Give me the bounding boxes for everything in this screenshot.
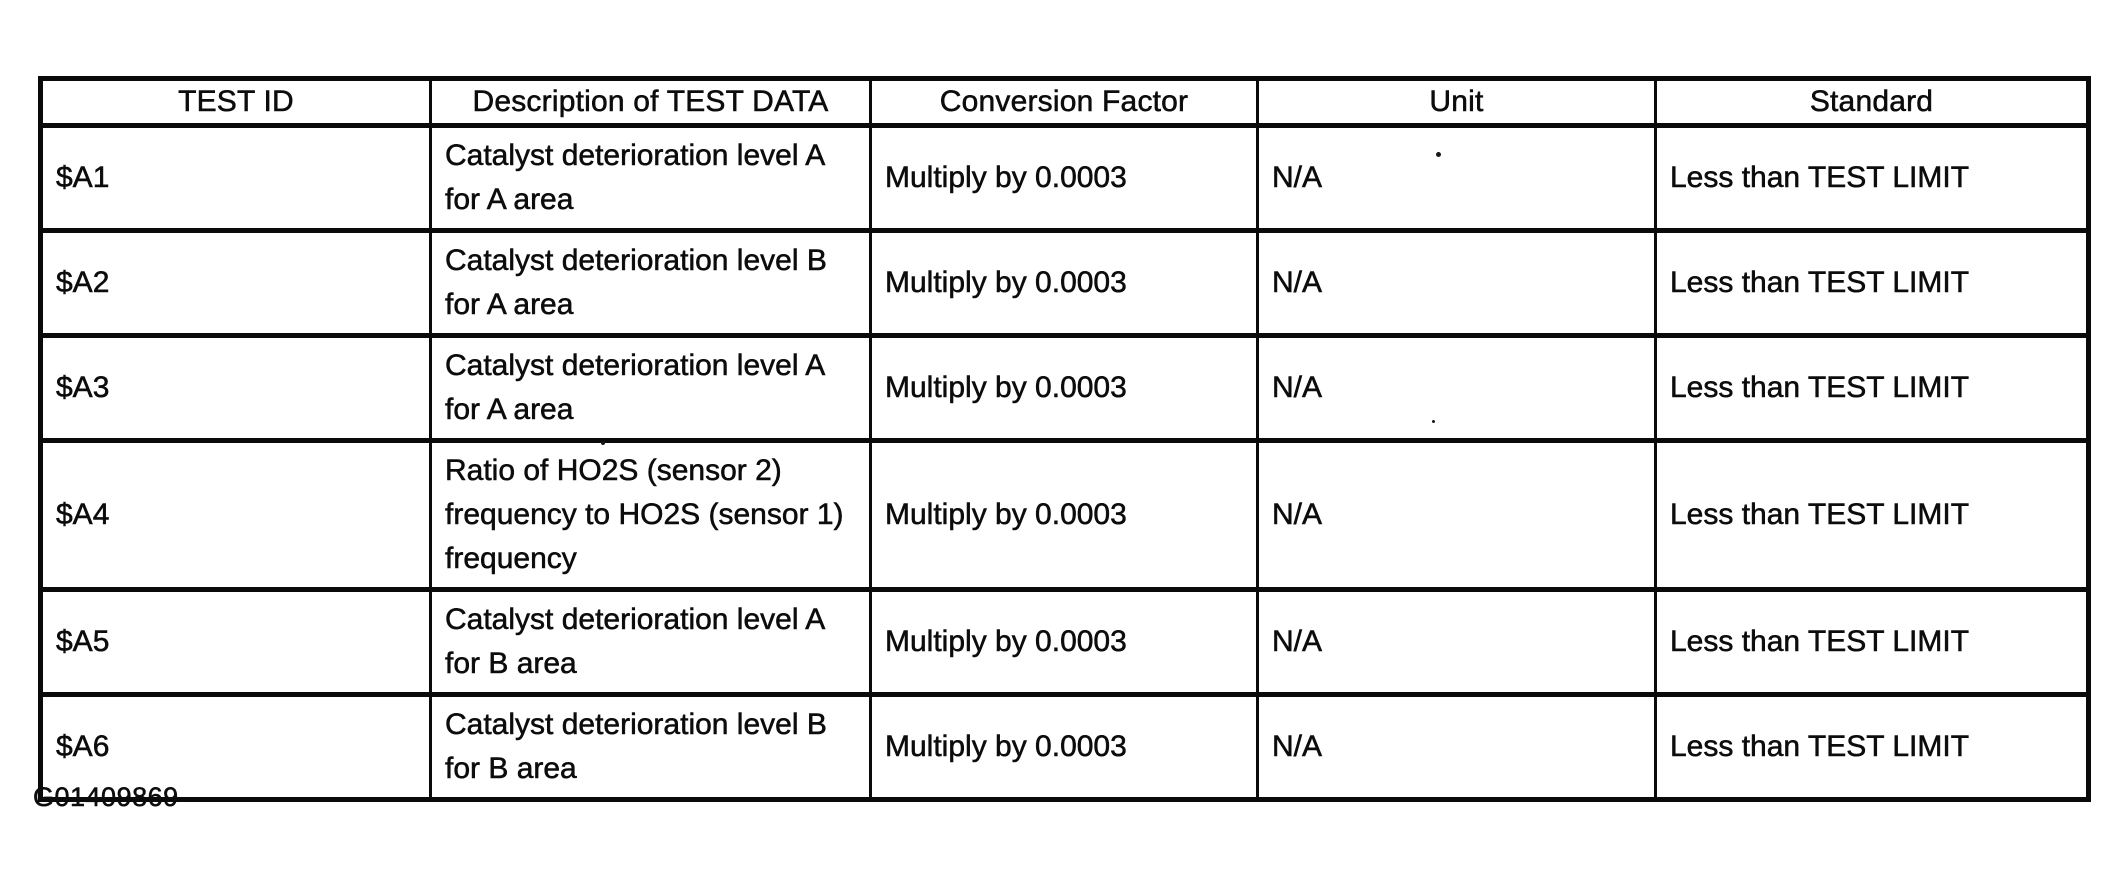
test-id-cell: $A4	[41, 441, 431, 590]
description-cell: Catalyst deterioration level B for B area	[431, 695, 871, 800]
unit-cell: N/A	[1258, 336, 1656, 441]
description-cell: Catalyst deterioration level A for A area	[431, 336, 871, 441]
unit-cell: N/A	[1258, 695, 1656, 800]
unit-cell: N/A	[1258, 126, 1656, 231]
table-row	[41, 336, 2089, 441]
description-cell: Catalyst deterioration level B for A area	[431, 231, 871, 336]
column-header-description: Description of TEST DATA	[431, 79, 871, 126]
table-row	[41, 231, 2089, 336]
column-header-conversion-factor: Conversion Factor	[871, 79, 1258, 126]
unit-cell: N/A	[1258, 590, 1656, 695]
test-id-cell: $A3	[41, 336, 431, 441]
table-header-row	[41, 79, 2089, 126]
standard-cell: Less than TEST LIMIT	[1656, 126, 2089, 231]
conversion-factor-cell: Multiply by 0.0003	[871, 336, 1258, 441]
standard-cell: Less than TEST LIMIT	[1656, 695, 2089, 800]
standard-cell: Less than TEST LIMIT	[1656, 231, 2089, 336]
unit-cell: N/A	[1258, 231, 1656, 336]
conversion-factor-cell: Multiply by 0.0003	[871, 126, 1258, 231]
table-row	[41, 695, 2089, 800]
table-row	[41, 441, 2089, 590]
standard-cell: Less than TEST LIMIT	[1656, 336, 2089, 441]
conversion-factor-cell: Multiply by 0.0003	[871, 590, 1258, 695]
table-row	[41, 126, 2089, 231]
scan-speck	[1436, 152, 1441, 157]
description-cell: Ratio of HO2S (sensor 2) frequency to HO2S (sensor 1) frequency	[431, 441, 871, 590]
conversion-factor-cell: Multiply by 0.0003	[871, 441, 1258, 590]
unit-cell: N/A	[1258, 441, 1656, 590]
test-id-cell: $A5	[41, 590, 431, 695]
table-row	[41, 590, 2089, 695]
standard-cell: Less than TEST LIMIT	[1656, 441, 2089, 590]
test-id-cell: $A2	[41, 231, 431, 336]
scan-speck	[601, 441, 605, 445]
test-id-cell: $A6	[41, 695, 431, 800]
test-data-reference-table	[38, 76, 2091, 802]
conversion-factor-cell: Multiply by 0.0003	[871, 695, 1258, 800]
standard-cell: Less than TEST LIMIT	[1656, 590, 2089, 695]
description-cell: Catalyst deterioration level A for A area	[431, 126, 871, 231]
column-header-test-id: TEST ID	[41, 79, 431, 126]
test-id-cell: $A1	[41, 126, 431, 231]
figure-code: G01409869	[33, 782, 179, 812]
column-header-standard: Standard	[1656, 79, 2089, 126]
description-cell: Catalyst deterioration level A for B area	[431, 590, 871, 695]
column-header-unit: Unit	[1258, 79, 1656, 126]
conversion-factor-cell: Multiply by 0.0003	[871, 231, 1258, 336]
scan-speck	[1432, 420, 1435, 423]
